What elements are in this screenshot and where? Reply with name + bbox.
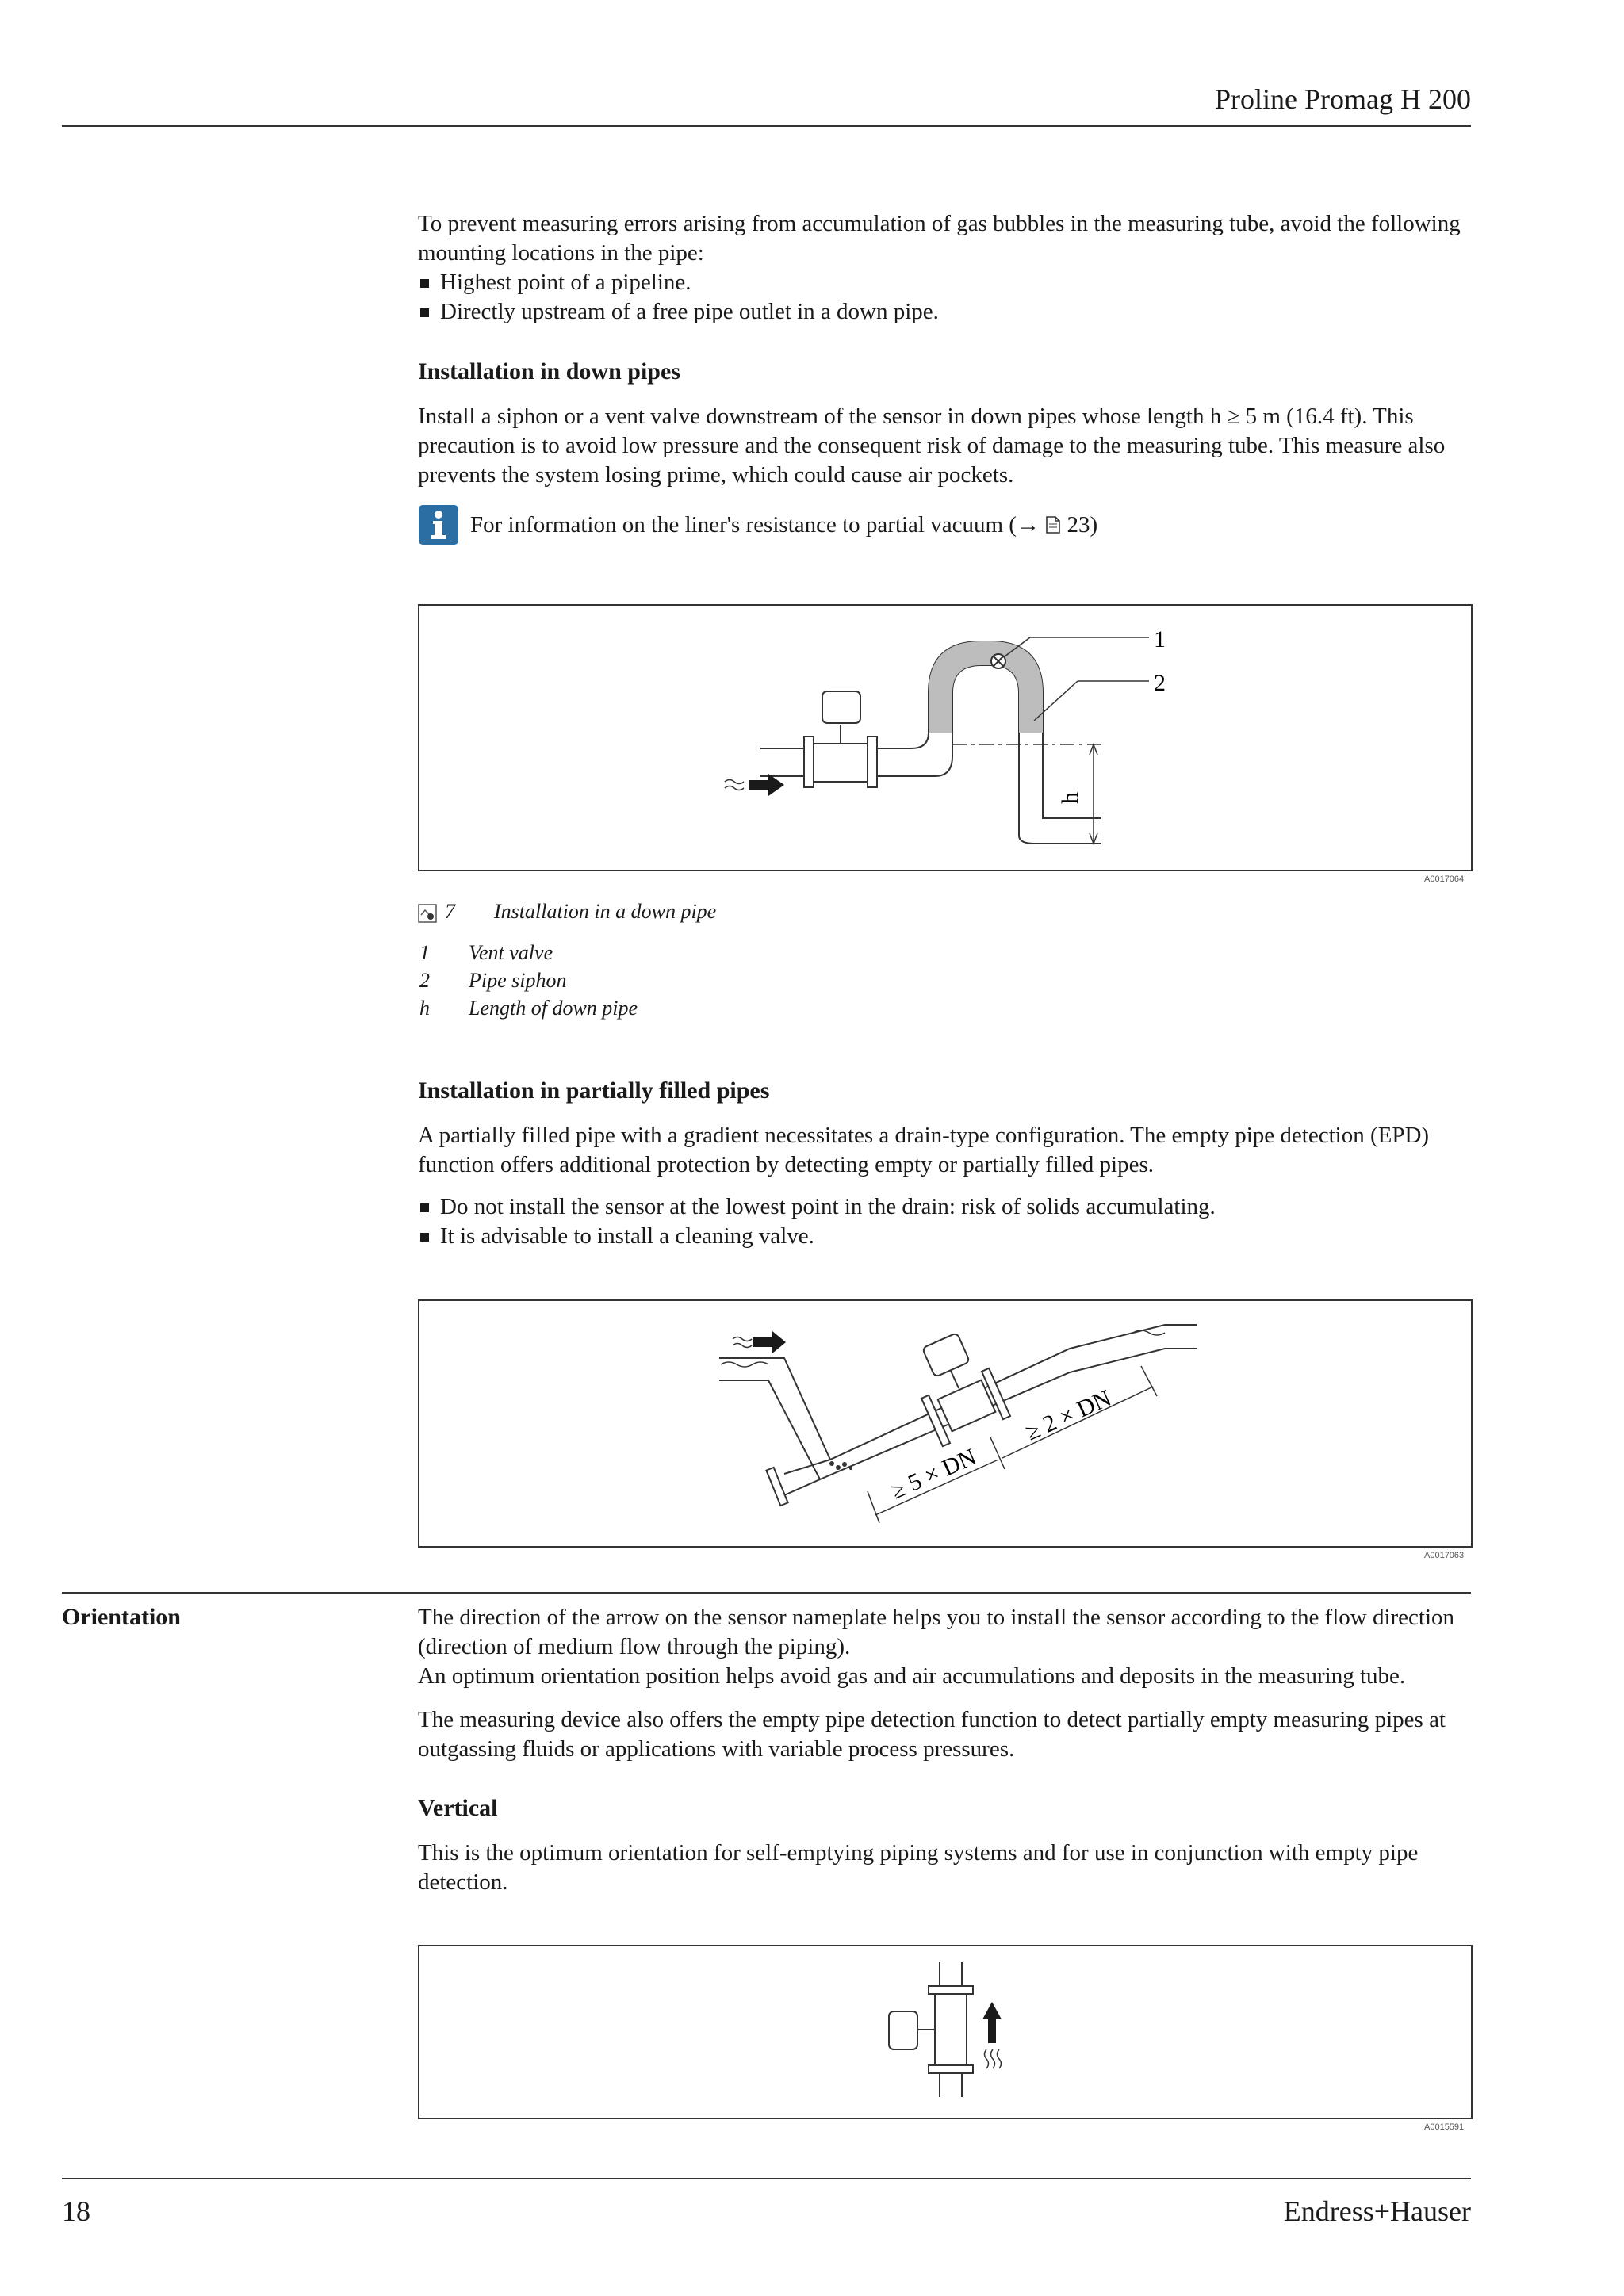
intro-bullet-1: Highest point of a pipeline.	[418, 268, 1473, 297]
partial-block	[418, 1121, 1473, 1251]
legend-row: h Length of down pipe	[419, 997, 638, 1020]
footer-rule	[62, 2178, 1471, 2179]
info-page-ref: 23)	[1067, 511, 1098, 538]
info-icon	[418, 504, 459, 545]
label-h: h	[1057, 792, 1083, 804]
footer-brand: Endress+Hauser	[1283, 2195, 1471, 2227]
orientation-heading: Orientation	[62, 1604, 181, 1630]
orientation-block	[418, 1603, 1473, 1764]
page-ref-icon	[1045, 513, 1061, 532]
vertical-text: This is the optimum orientation for self-emptying piping systems and for use in conjunction with empty pipe detection.	[418, 1840, 1419, 1895]
figure-code: A0017063	[1424, 1551, 1465, 1560]
figure-number: 7	[445, 900, 455, 923]
figure-vertical	[418, 1945, 1473, 2119]
down-pipes-heading: Installation in down pipes	[418, 358, 680, 385]
orientation-p2: The measuring device also offers the empty pipe detection function to detect partially empty measuring pipes at outgassing fluids or applications with variable process pressures.	[418, 1707, 1446, 1762]
header-title: Proline Promag H 200	[1215, 83, 1471, 115]
partial-heading: Installation in partially filled pipes	[418, 1077, 770, 1104]
partial-pipe-diagram	[419, 1301, 1471, 1546]
down-pipe-diagram	[419, 606, 1471, 870]
figure-title: Installation in a down pipe	[494, 900, 717, 923]
orientation-p1b: An optimum orientation position helps avoid gas and air accumulations and deposits in the measuring tube.	[418, 1663, 1406, 1689]
dim-5dn: ≥ 5 × DN	[887, 1443, 981, 1505]
label-2: 2	[1154, 670, 1166, 696]
intro-text: To prevent measuring errors arising from accumulation of gas bubbles in the measuring tube, avoid the following mounting locations in the pipe:	[418, 211, 1461, 266]
legend-row: 2 Pipe siphon	[419, 969, 567, 992]
info-note	[418, 504, 1097, 545]
figure-down-pipe	[418, 604, 1473, 871]
section-rule	[62, 1592, 1471, 1594]
partial-bullet-1: Do not install the sensor at the lowest point in the drain: risk of solids accumulating.	[418, 1192, 1473, 1222]
orientation-p1a: The direction of the arrow on the sensor nameplate helps you to install the sensor according to the flow direction (direction of medium flow through the piping).	[418, 1605, 1455, 1659]
figure-code: A0015591	[1424, 2122, 1465, 2132]
intro-bullets	[418, 268, 1473, 327]
page-number: 18	[62, 2195, 90, 2227]
partial-text: A partially filled pipe with a gradient necessitates a drain-type configuration. The empty pipe detection (EPD) function offers additional protection by detecting empty or partially filled pipes.	[418, 1123, 1430, 1177]
dim-2dn: ≥ 2 × DN	[1021, 1384, 1116, 1446]
figure-ref-icon	[418, 902, 437, 921]
info-text: For information on the liner's resistance to partial vacuum (→	[470, 511, 1046, 538]
down-pipes-text: Install a siphon or a vent valve downstream of the sensor in down pipes whose length h ≥ 5 m (16.4 ft). This precaution is to avoid low pressure and the consequent risk of damage to the measuring tube. This measure also prevents the system losing prime, which could cause air pockets.	[418, 404, 1446, 488]
intro-block	[418, 209, 1473, 327]
legend-row: 1 Vent valve	[419, 941, 553, 964]
vertical-diagram	[419, 1946, 1471, 2118]
figure-code: A0017064	[1424, 874, 1465, 884]
partial-bullets	[418, 1192, 1473, 1251]
partial-bullet-2: It is advisable to install a cleaning valve.	[418, 1222, 1473, 1251]
label-1: 1	[1154, 626, 1166, 652]
vertical-heading: Vertical	[418, 1795, 498, 1821]
figure-legend	[419, 939, 638, 1022]
figure-partial-pipe	[418, 1299, 1473, 1548]
header-rule	[62, 125, 1471, 127]
figure-caption	[418, 897, 716, 925]
intro-bullet-2: Directly upstream of a free pipe outlet in a down pipe.	[418, 297, 1473, 327]
